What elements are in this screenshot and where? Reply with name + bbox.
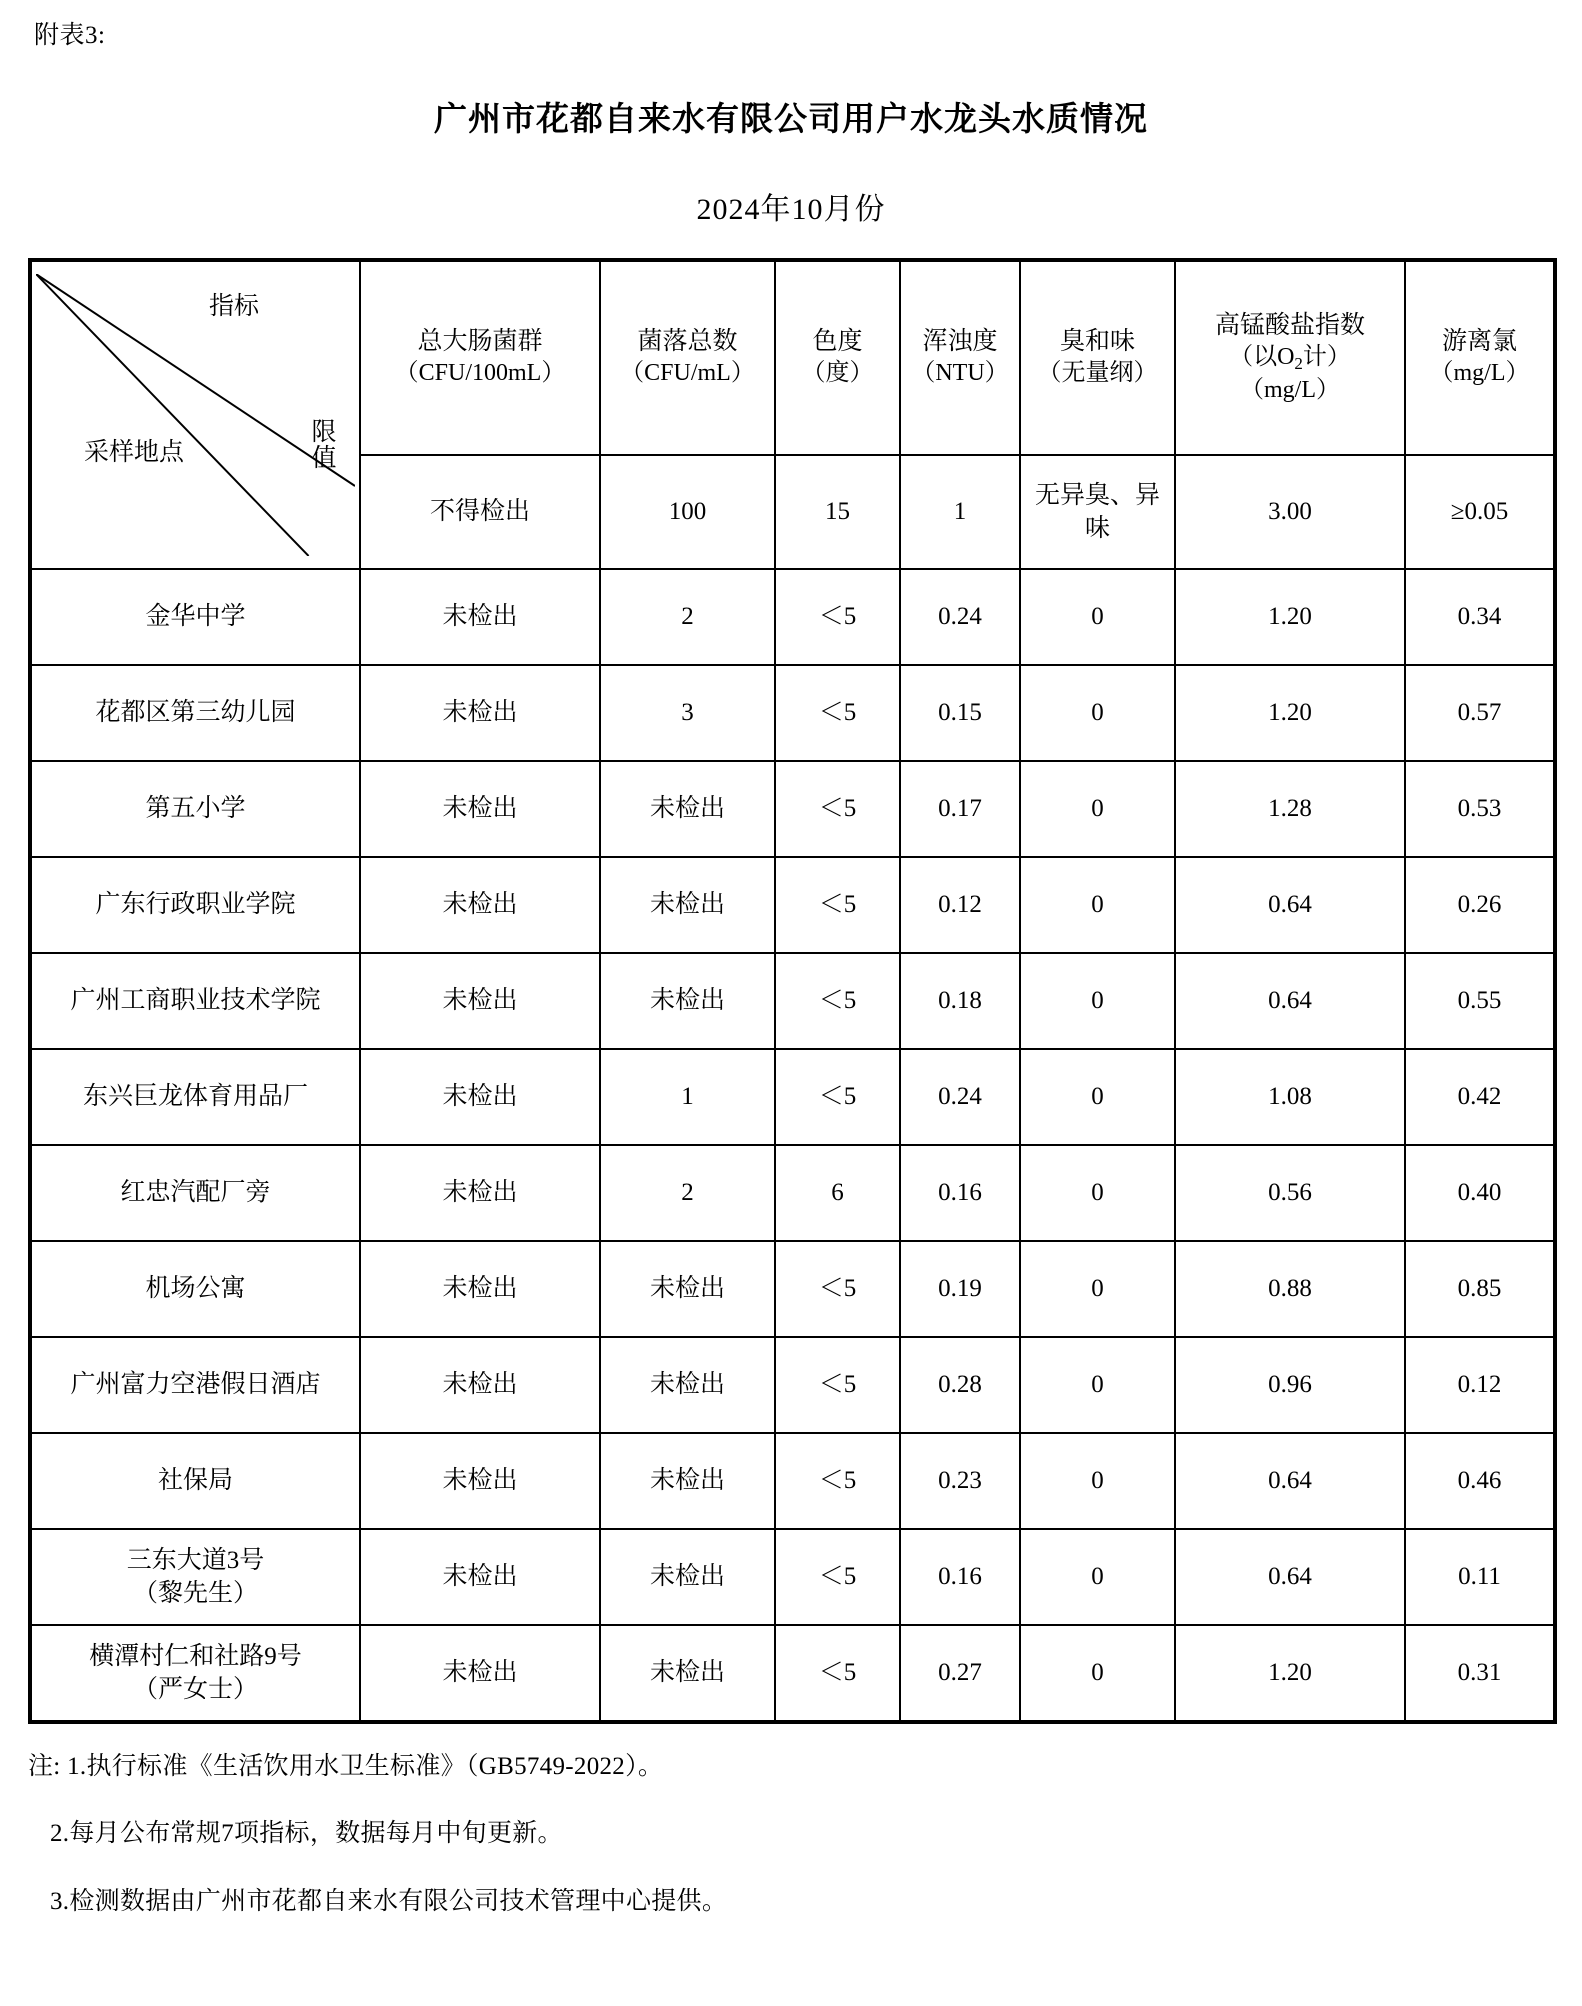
cell-colony-count: 未检出	[600, 857, 775, 953]
cell-permanganate-index: 1.28	[1175, 761, 1405, 857]
cell-total-coliform: 未检出	[360, 1433, 600, 1529]
table-row	[30, 1337, 1555, 1433]
cell-free-chlorine: 0.31	[1405, 1625, 1555, 1722]
cell-colony-count: 未检出	[600, 1433, 775, 1529]
limit-turbidity: 1	[900, 455, 1020, 569]
limit-colony-count: 100	[600, 455, 775, 569]
cell-turbidity: 0.16	[900, 1145, 1020, 1241]
corner-site-label: 采样地点	[84, 438, 185, 466]
cell-permanganate-index: 0.64	[1175, 857, 1405, 953]
cell-odor-taste: 0	[1020, 569, 1175, 665]
column-header-odor-taste: 臭和味 （无量纲）	[1020, 260, 1175, 455]
table-row	[30, 1433, 1555, 1529]
row-site: 东兴巨龙体育用品厂	[30, 1049, 360, 1145]
cell-colony-count: 未检出	[600, 1337, 775, 1433]
column-header-permanganate-index: 高锰酸盐指数 （以$O_2$计） （mg/L）	[1175, 260, 1405, 455]
cell-chroma: ＜5	[775, 761, 900, 857]
cell-colony-count: 未检出	[600, 1241, 775, 1337]
cell-free-chlorine: 0.57	[1405, 665, 1555, 761]
limit-free-chlorine: ≥0.05	[1405, 455, 1555, 569]
cell-odor-taste: 0	[1020, 1433, 1175, 1529]
cell-colony-count: 未检出	[600, 1625, 775, 1722]
cell-permanganate-index: 0.64	[1175, 1529, 1405, 1625]
cell-free-chlorine: 0.42	[1405, 1049, 1555, 1145]
cell-colony-count: 未检出	[600, 761, 775, 857]
cell-permanganate-index: 0.64	[1175, 1433, 1405, 1529]
cell-chroma: ＜5	[775, 1433, 900, 1529]
cell-chroma: ＜5	[775, 1337, 900, 1433]
cell-permanganate-index: 1.20	[1175, 1625, 1405, 1722]
row-site-line1: 三东大道3号	[126, 1546, 265, 1574]
cell-total-coliform: 未检出	[360, 1337, 600, 1433]
cell-total-coliform: 未检出	[360, 1529, 600, 1625]
row-site: 花都区第三幼儿园	[30, 665, 360, 761]
cell-permanganate-index: 0.64	[1175, 953, 1405, 1049]
cell-free-chlorine: 0.53	[1405, 761, 1555, 857]
attachment-label: 附表3:	[34, 22, 106, 49]
column-header-turbidity: 浑浊度 （NTU）	[900, 260, 1020, 455]
cell-free-chlorine: 0.46	[1405, 1433, 1555, 1529]
header-corner-cell	[30, 260, 360, 569]
cell-chroma: ＜5	[775, 857, 900, 953]
cell-total-coliform: 未检出	[360, 1145, 600, 1241]
cell-odor-taste: 0	[1020, 953, 1175, 1049]
row-site	[30, 1529, 360, 1625]
cell-total-coliform: 未检出	[360, 665, 600, 761]
cell-permanganate-index: 0.56	[1175, 1145, 1405, 1241]
limit-permanganate-index: 3.00	[1175, 455, 1405, 569]
column-header-total-coliform: 总大肠菌群 （CFU/100mL）	[360, 260, 600, 455]
table-row	[30, 1529, 1555, 1625]
limit-total-coliform: 不得检出	[360, 455, 600, 569]
cell-odor-taste: 0	[1020, 665, 1175, 761]
notes-section	[28, 1750, 1554, 1919]
cell-turbidity: 0.24	[900, 1049, 1020, 1145]
row-site	[30, 1625, 360, 1722]
cell-odor-taste: 0	[1020, 761, 1175, 857]
cell-turbidity: 0.15	[900, 665, 1020, 761]
cell-free-chlorine: 0.34	[1405, 569, 1555, 665]
water-quality-table	[28, 258, 1557, 1724]
cell-colony-count: 3	[600, 665, 775, 761]
table-row	[30, 1625, 1555, 1722]
cell-turbidity: 0.27	[900, 1625, 1020, 1722]
cell-permanganate-index: 1.20	[1175, 665, 1405, 761]
cell-permanganate-index: 1.20	[1175, 569, 1405, 665]
row-site: 广州工商职业技术学院	[30, 953, 360, 1049]
cell-turbidity: 0.28	[900, 1337, 1020, 1433]
cell-colony-count: 2	[600, 1145, 775, 1241]
cell-odor-taste: 0	[1020, 1145, 1175, 1241]
limit-chroma: 15	[775, 455, 900, 569]
cell-colony-count: 未检出	[600, 1529, 775, 1625]
cell-turbidity: 0.12	[900, 857, 1020, 953]
table-row	[30, 569, 1555, 665]
note-1: 注: 1.执行标准《生活饮用水卫生标准》（GB5749-2022）。	[28, 1752, 664, 1780]
corner-limit-label: 限值	[311, 418, 337, 472]
table-row	[30, 953, 1555, 1049]
note-3: 3.检测数据由广州市花都自来水有限公司技术管理中心提供。	[50, 1888, 728, 1915]
limit-odor-taste: 无异臭、异味	[1020, 455, 1175, 569]
cell-total-coliform: 未检出	[360, 1049, 600, 1145]
cell-turbidity: 0.19	[900, 1241, 1020, 1337]
cell-odor-taste: 0	[1020, 1337, 1175, 1433]
row-site: 机场公寓	[30, 1241, 360, 1337]
cell-chroma: ＜5	[775, 569, 900, 665]
cell-odor-taste: 0	[1020, 857, 1175, 953]
cell-total-coliform: 未检出	[360, 761, 600, 857]
cell-free-chlorine: 0.12	[1405, 1337, 1555, 1433]
cell-odor-taste: 0	[1020, 1049, 1175, 1145]
cell-permanganate-index: 0.88	[1175, 1241, 1405, 1337]
table-row	[30, 665, 1555, 761]
cell-chroma: ＜5	[775, 665, 900, 761]
cell-turbidity: 0.24	[900, 569, 1020, 665]
cell-odor-taste: 0	[1020, 1625, 1175, 1722]
cell-odor-taste: 0	[1020, 1529, 1175, 1625]
note-2: 2.每月公布常规7项指标，数据每月中旬更新。	[50, 1820, 563, 1848]
cell-free-chlorine: 0.55	[1405, 953, 1555, 1049]
cell-colony-count: 2	[600, 569, 775, 665]
cell-permanganate-index: 0.96	[1175, 1337, 1405, 1433]
table-row	[30, 1145, 1555, 1241]
table-row	[30, 761, 1555, 857]
cell-chroma: ＜5	[775, 1529, 900, 1625]
row-site: 广州富力空港假日酒店	[30, 1337, 360, 1433]
cell-odor-taste: 0	[1020, 1241, 1175, 1337]
cell-free-chlorine: 0.85	[1405, 1241, 1555, 1337]
cell-colony-count: 未检出	[600, 953, 775, 1049]
cell-chroma: 6	[775, 1145, 900, 1241]
page-title: 广州市花都自来水有限公司用户水龙头水质情况	[434, 101, 1148, 138]
column-header-free-chlorine: 游离氯 （mg/L）	[1405, 260, 1555, 455]
row-site-line1: 横潭村仁和社路9号	[89, 1642, 302, 1670]
column-header-colony-count: 菌落总数 （CFU/mL）	[600, 260, 775, 455]
row-site: 第五小学	[30, 761, 360, 857]
table-row	[30, 1049, 1555, 1145]
cell-colony-count: 1	[600, 1049, 775, 1145]
cell-total-coliform: 未检出	[360, 1625, 600, 1722]
row-site: 社保局	[30, 1433, 360, 1529]
cell-turbidity: 0.17	[900, 761, 1020, 857]
row-site-line2: （黎先生）	[132, 1579, 258, 1607]
cell-chroma: ＜5	[775, 1241, 900, 1337]
cell-free-chlorine: 0.11	[1405, 1529, 1555, 1625]
cell-free-chlorine: 0.40	[1405, 1145, 1555, 1241]
cell-total-coliform: 未检出	[360, 569, 600, 665]
cell-chroma: ＜5	[775, 953, 900, 1049]
cell-turbidity: 0.18	[900, 953, 1020, 1049]
corner-metric-label: 指标	[208, 292, 259, 320]
cell-chroma: ＜5	[775, 1625, 900, 1722]
cell-permanganate-index: 1.08	[1175, 1049, 1405, 1145]
cell-free-chlorine: 0.26	[1405, 857, 1555, 953]
row-site-line2: （严女士）	[132, 1675, 258, 1703]
table-header-row	[30, 260, 1555, 455]
table-row	[30, 857, 1555, 953]
row-site: 红忠汽配厂旁	[30, 1145, 360, 1241]
row-site: 金华中学	[30, 569, 360, 665]
cell-total-coliform: 未检出	[360, 1241, 600, 1337]
cell-total-coliform: 未检出	[360, 953, 600, 1049]
column-header-chroma: 色度 （度）	[775, 260, 900, 455]
cell-chroma: ＜5	[775, 1049, 900, 1145]
cell-total-coliform: 未检出	[360, 857, 600, 953]
page-subtitle: 2024年10月份	[696, 192, 886, 226]
cell-turbidity: 0.23	[900, 1433, 1020, 1529]
table-row	[30, 1241, 1555, 1337]
row-site: 广东行政职业学院	[30, 857, 360, 953]
cell-turbidity: 0.16	[900, 1529, 1020, 1625]
